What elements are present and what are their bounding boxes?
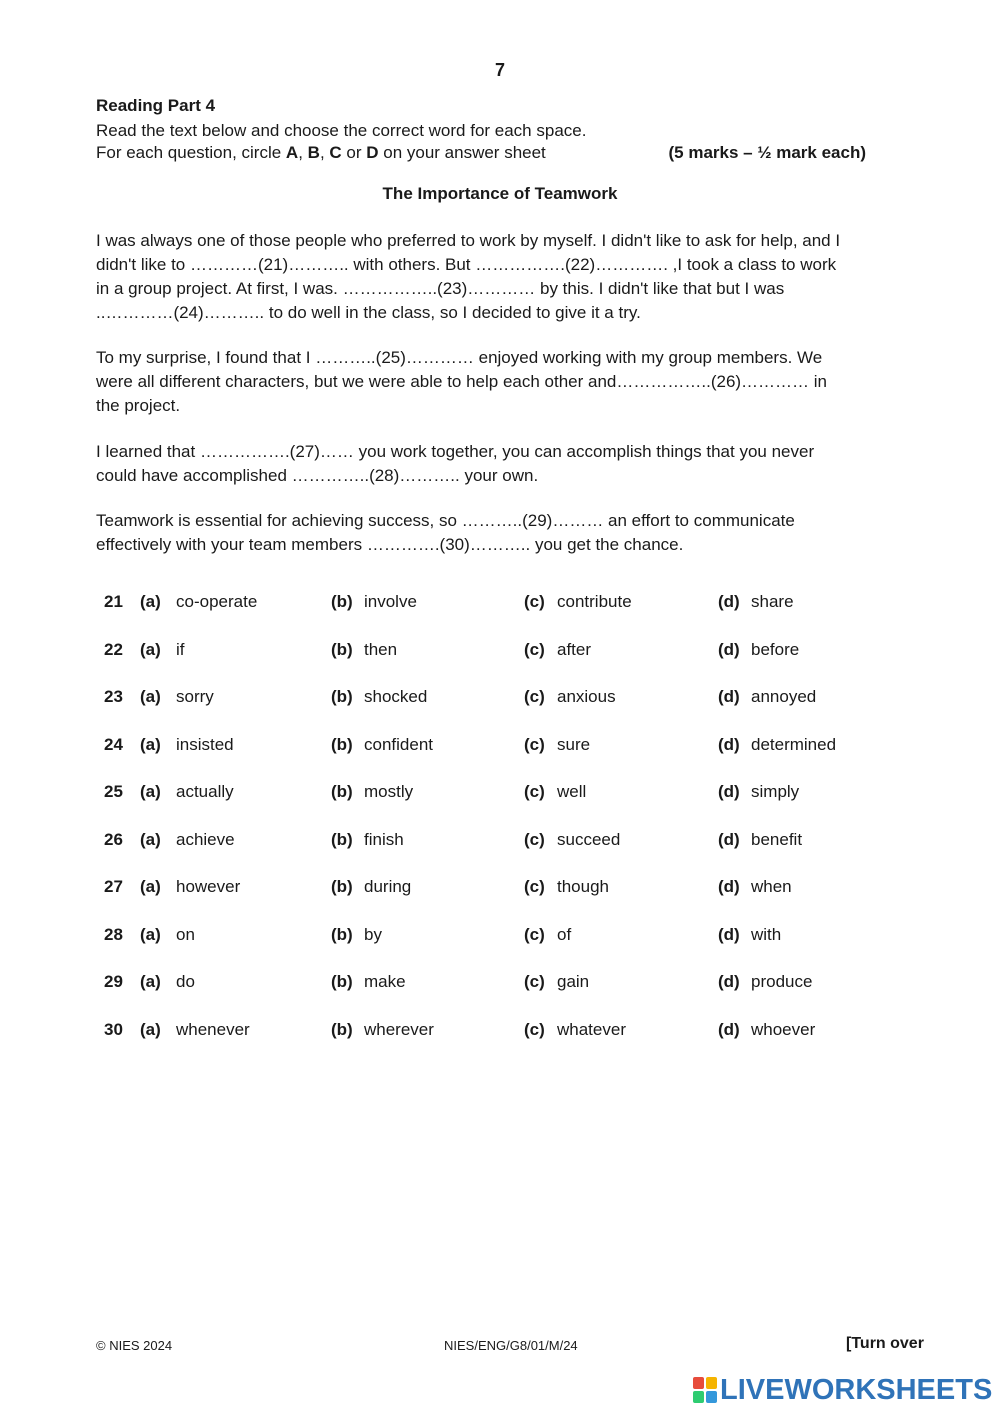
separator: or — [341, 143, 367, 162]
question-number: 27 — [104, 877, 123, 896]
option-b-text[interactable]: by — [364, 925, 382, 944]
option-a-text[interactable]: whenever — [176, 1020, 250, 1039]
paragraph — [96, 509, 911, 557]
option-d-text[interactable]: produce — [751, 972, 813, 991]
paragraph-line: could have accomplished …………..(28)……….. your own. — [96, 466, 539, 485]
option-label-b: (b) — [331, 735, 353, 754]
option-label-a: (a) — [140, 972, 161, 991]
brand-name: LIVEWORKSHEETS — [720, 1373, 993, 1406]
option-label-b: (b) — [331, 687, 353, 706]
option-label-c: (c) — [524, 687, 545, 706]
separator: , — [298, 143, 308, 162]
option-label-c: (c) — [524, 782, 545, 801]
option-d-text[interactable]: determined — [751, 735, 837, 754]
question-row — [0, 925, 1000, 953]
paragraph-line: I was always one of those people who preferred to work by myself. I didn't like to ask for help, and I — [96, 231, 841, 250]
paragraph-line: effectively with your team members ………….(30)……….. you get the chance. — [96, 535, 684, 554]
option-a-text[interactable]: insisted — [176, 735, 234, 754]
page-number: 7 — [494, 60, 505, 80]
option-d-text[interactable]: with — [751, 925, 782, 944]
option-label-b: (b) — [331, 1020, 353, 1039]
logo-square — [706, 1391, 717, 1403]
option-a-text[interactable]: sorry — [176, 687, 214, 706]
option-label-a: (a) — [140, 735, 161, 754]
option-label-b: (b) — [331, 972, 353, 991]
option-b-text[interactable]: finish — [364, 830, 404, 849]
option-d-text[interactable]: whoever — [751, 1020, 816, 1039]
instruction-text: on your answer sheet — [378, 143, 546, 162]
option-a-text[interactable]: do — [176, 972, 195, 991]
option-c-text[interactable]: well — [557, 782, 587, 801]
option-a-text[interactable]: actually — [176, 782, 234, 801]
option-label-a: (a) — [140, 640, 161, 659]
logo-square — [706, 1377, 717, 1389]
option-label-b: (b) — [331, 877, 353, 896]
question-number: 29 — [104, 972, 123, 991]
question-number: 25 — [104, 782, 123, 801]
option-label-a: (a) — [140, 925, 161, 944]
liveworksheets-logo-icon — [693, 1377, 717, 1403]
option-label-d: (d) — [718, 830, 740, 849]
paragraph-line: didn't like to …………(21)……….. with others. But …………….(22)…………. ,I took a class to work — [96, 255, 837, 274]
option-b-text[interactable]: make — [364, 972, 406, 991]
option-letter-c: C — [329, 143, 342, 162]
option-label-a: (a) — [140, 687, 161, 706]
paragraph-line: were all different characters, but we were able to help each other and……………..(26)………… in — [96, 372, 828, 391]
option-c-text[interactable]: sure — [557, 735, 591, 754]
option-label-c: (c) — [524, 1020, 545, 1039]
paragraph-line: To my surprise, I found that I ………..(25)………… enjoyed working with my group members. We — [96, 348, 823, 367]
paragraph — [96, 346, 911, 418]
option-c-text[interactable]: though — [557, 877, 609, 896]
option-c-text[interactable]: contribute — [557, 592, 632, 611]
question-row — [0, 735, 1000, 763]
option-label-d: (d) — [718, 1020, 740, 1039]
option-b-text[interactable]: wherever — [364, 1020, 434, 1039]
section-title: Reading Part 4 — [96, 96, 216, 115]
turn-over-note: [Turn over — [846, 1335, 924, 1352]
paragraph-line: Teamwork is essential for achieving success, so ………..(29)……… an effort to communicate — [96, 511, 795, 530]
option-label-d: (d) — [718, 687, 740, 706]
option-label-c: (c) — [524, 830, 545, 849]
marks-note: (5 marks – ½ mark each) — [668, 143, 866, 162]
paragraph-line: in a group project. At first, I was. ……………..(23)………… by this. I didn't like that but I was — [96, 279, 785, 298]
question-row — [0, 1020, 1000, 1048]
option-label-d: (d) — [718, 735, 740, 754]
paragraph-line: ..…………(24)……….. to do well in the class, so I decided to give it a try. — [96, 303, 641, 322]
logo-square — [693, 1391, 704, 1403]
option-label-c: (c) — [524, 640, 545, 659]
option-label-a: (a) — [140, 1020, 161, 1039]
question-row — [0, 782, 1000, 810]
question-number: 26 — [104, 830, 123, 849]
option-label-b: (b) — [331, 830, 353, 849]
paragraph-line: the project. — [96, 396, 181, 415]
option-label-d: (d) — [718, 972, 740, 991]
option-letter-a: A — [285, 143, 299, 162]
question-row — [0, 687, 1000, 715]
option-label-b: (b) — [331, 782, 353, 801]
paper-code: NIES/ENG/G8/01/M/24 — [444, 1338, 578, 1353]
instruction-text: For each question, circle — [96, 143, 286, 162]
option-b-text[interactable]: then — [364, 640, 398, 659]
paragraph — [96, 440, 911, 488]
option-label-c: (c) — [524, 877, 545, 896]
question-number: 24 — [104, 735, 123, 754]
question-number: 23 — [104, 687, 123, 706]
option-label-b: (b) — [331, 592, 353, 611]
question-number: 21 — [104, 592, 123, 611]
option-d-text[interactable]: before — [751, 640, 800, 659]
option-d-text[interactable]: share — [751, 592, 794, 611]
option-c-text[interactable]: of — [557, 925, 572, 944]
question-row — [0, 640, 1000, 668]
option-b-text[interactable]: confident — [364, 735, 433, 754]
option-b-text[interactable]: mostly — [364, 782, 414, 801]
text-title: The Importance of Teamwork — [382, 184, 618, 203]
option-b-text[interactable]: during — [364, 877, 412, 896]
option-letter-d: D — [366, 143, 379, 162]
option-d-text[interactable]: benefit — [751, 830, 803, 849]
copyright: © NIES 2024 — [96, 1338, 173, 1353]
paragraph — [96, 229, 911, 325]
separator: , — [319, 143, 330, 162]
option-label-d: (d) — [718, 640, 740, 659]
option-d-text[interactable]: when — [751, 877, 792, 896]
option-a-text[interactable]: if — [176, 640, 185, 659]
option-label-a: (a) — [140, 592, 161, 611]
option-label-c: (c) — [524, 735, 545, 754]
option-label-d: (d) — [718, 877, 740, 896]
option-label-d: (d) — [718, 925, 740, 944]
logo-square — [693, 1377, 704, 1389]
option-a-text[interactable]: however — [176, 877, 241, 896]
option-c-text[interactable]: gain — [557, 972, 590, 991]
option-label-a: (a) — [140, 782, 161, 801]
option-a-text[interactable]: on — [176, 925, 195, 944]
question-number: 28 — [104, 925, 123, 944]
option-label-c: (c) — [524, 925, 545, 944]
option-label-c: (c) — [524, 972, 545, 991]
option-a-text[interactable]: achieve — [176, 830, 235, 849]
option-c-text[interactable]: after — [557, 640, 592, 659]
instruction-line-2 — [96, 142, 866, 164]
option-a-text[interactable]: co-operate — [176, 592, 258, 611]
question-row — [0, 972, 1000, 1000]
option-label-a: (a) — [140, 830, 161, 849]
question-row — [0, 830, 1000, 858]
option-c-text[interactable]: whatever — [557, 1020, 626, 1039]
option-label-c: (c) — [524, 592, 545, 611]
question-row — [0, 877, 1000, 905]
brand — [693, 1373, 992, 1407]
option-label-d: (d) — [718, 592, 740, 611]
option-d-text[interactable]: simply — [751, 782, 800, 801]
option-label-d: (d) — [718, 782, 740, 801]
option-letter-b: B — [307, 143, 320, 162]
option-d-text[interactable]: annoyed — [751, 687, 817, 706]
question-number: 30 — [104, 1020, 123, 1039]
option-b-text[interactable]: involve — [364, 592, 417, 611]
question-row — [0, 592, 1000, 620]
option-c-text[interactable]: anxious — [557, 687, 616, 706]
option-b-text[interactable]: shocked — [364, 687, 428, 706]
instruction-line-1: Read the text below and choose the correct word for each space. — [96, 121, 587, 140]
option-label-b: (b) — [331, 925, 353, 944]
paragraph-line: I learned that …………….(27)…… you work together, you can accomplish things that you never — [96, 442, 815, 461]
question-number: 22 — [104, 640, 123, 659]
option-c-text[interactable]: succeed — [557, 830, 621, 849]
option-label-a: (a) — [140, 877, 161, 896]
option-label-b: (b) — [331, 640, 353, 659]
